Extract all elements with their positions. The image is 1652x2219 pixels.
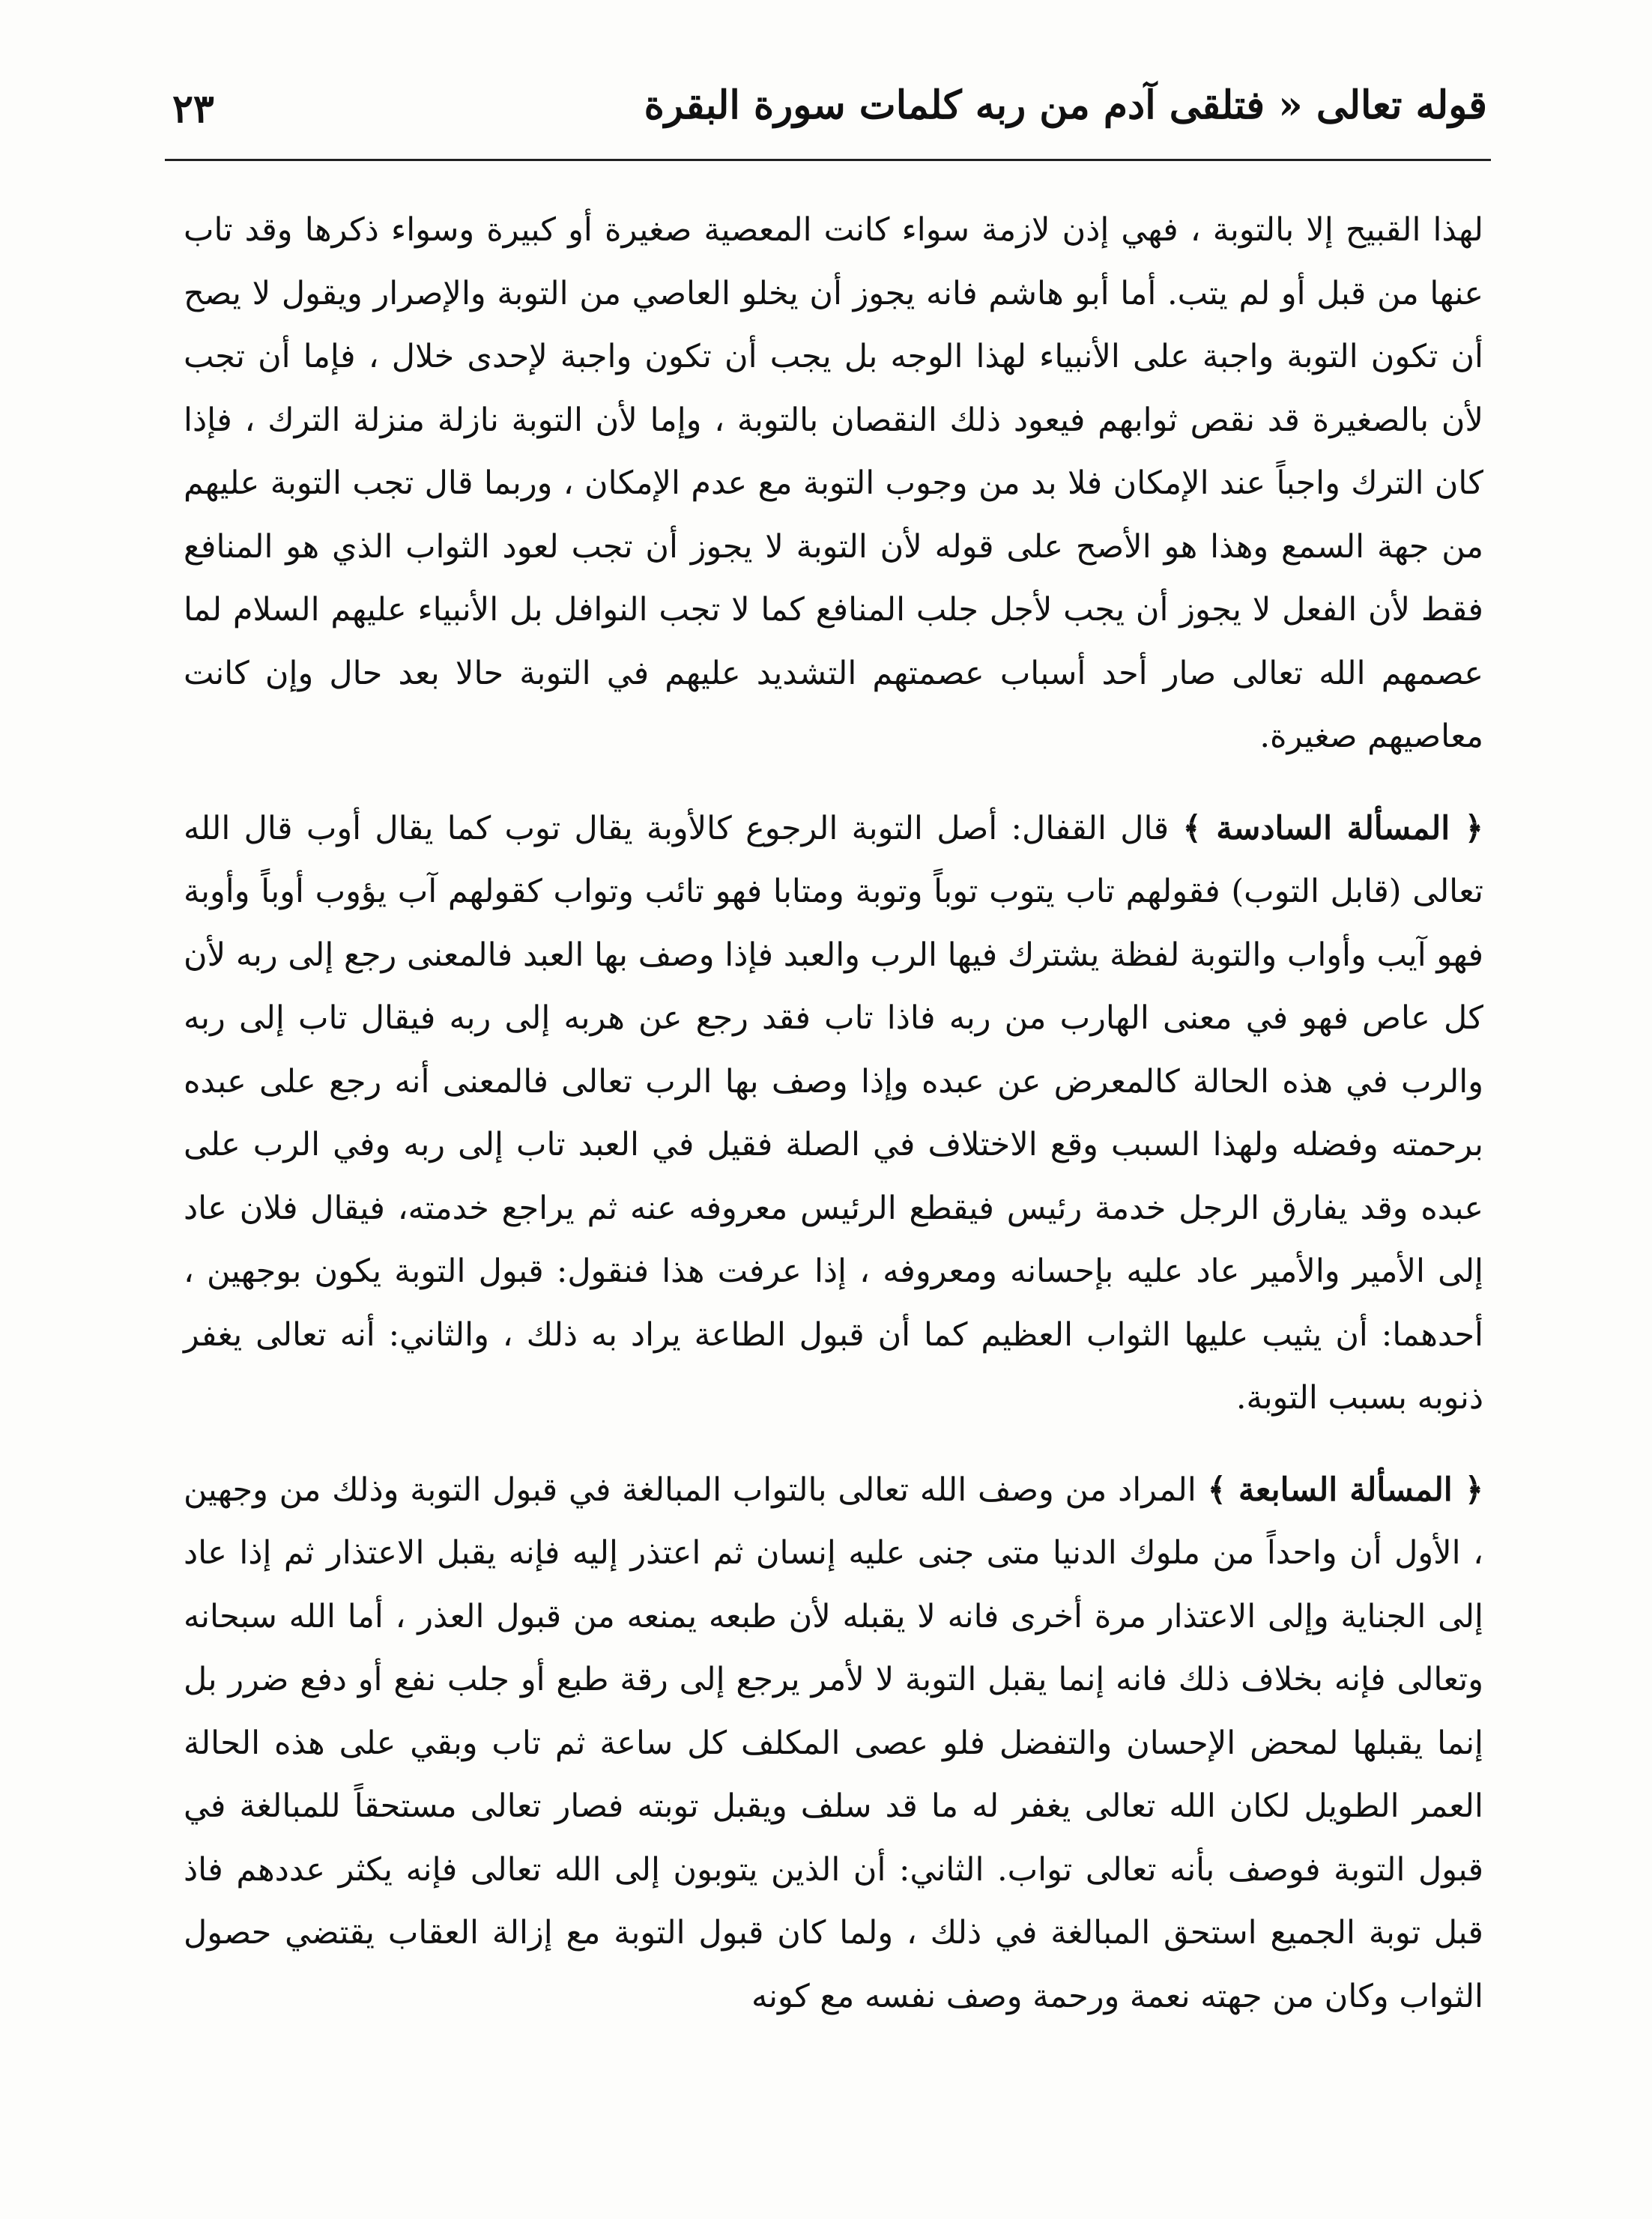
running-header-title: قوله تعالى « فتلقى آدم من ربه كلمات سورة البقرة: [644, 82, 1487, 128]
header-rule: [165, 159, 1491, 161]
running-header: [172, 71, 1487, 154]
paragraph-3: [184, 1459, 1483, 2029]
paragraph-gap: [184, 1430, 1483, 1459]
paragraph-1: [184, 199, 1483, 769]
section-heading-6: ﴿ المسألة السادسة ﴾: [1182, 809, 1483, 847]
page-number: ٢٣: [172, 86, 214, 132]
paragraph-2-text: قال القفال: أصل التوبة الرجوع كالأوبة يقال توب كما يقال أوب قال الله تعالى (قابل التوب) فقولهم تاب يتوب توباً وتوبة ومتابا فهو تائب وتواب كقولهم آب يؤوب أوباً وأوبة فهو آيب وأواب والتوبة لفظة يشترك فيها الرب والعبد فإذا وصف بها العبد فالمعنى رجع إلى ربه لأن كل عاص فهو في معنى الهارب من ربه فاذا تاب فقد رجع عن هربه إلى ربه فيقال تاب إلى ربه والرب في هذه الحالة كالمعرض عن عبده وإذا وصف بها الرب تعالى فالمعنى أنه رجع على عبده برحمته وفضله ولهذا السبب وقع الاختلاف في الصلة فقيل في العبد تاب إلى ربه وفي الرب على عبده وقد يفارق الرجل خدمة رئيس فيقطع الرئيس معروفه عنه ثم يراجع خدمته، فيقال فلان عاد إلى الأمير والأمير عاد عليه بإحسانه ومعروفه ، إذا عرفت هذا فنقول: قبول التوبة يكون بوجهين ، أحدهما: أن يثيب عليها الثواب العظيم كما أن قبول الطاعة يراد به ذلك ، والثاني: أنه تعالى يغفر ذنوبه بسبب التوبة.: [184, 809, 1484, 1417]
section-heading-7: ﴿ المسألة السابعة ﴾: [1207, 1471, 1484, 1509]
paragraph-2: [184, 797, 1483, 1430]
paragraph-3-text: المراد من وصف الله تعالى بالتواب المبالغة في قبول التوبة وذلك من وجهين ، الأول أن واحداً من ملوك الدنيا متى جنى عليه إنسان ثم اعتذر إليه فإنه يقبل الاعتذار ثم إذا عاد إلى الجناية وإلى الاعتذار مرة أخرى فانه لا يقبله لأن طبعه يمنعه من قبول العذر ، أما الله سبحانه وتعالى فإنه بخلاف ذلك فانه إنما يقبل التوبة لا لأمر يرجع إلى رقة طبع أو جلب نفع أو دفع ضرر بل إنما يقبلها لمحض الإحسان والتفضل فلو عصى المكلف كل ساعة ثم تاب وبقي على هذه الحالة العمر الطويل لكان الله تعالى يغفر له ما قد سلف ويقبل توبته فصار تعالى مستحقاً للمبالغة في قبول التوبة فوصف بأنه تعالى تواب. الثاني: أن الذين يتوبون إلى الله تعالى فإنه يكثر عددهم فاذ قبل توبة الجميع استحق المبالغة في ذلك ، ولما كان قبول التوبة مع إزالة العقاب يقتضي حصول الثواب وكان من جهته نعمة ورحمة وصف نفسه مع كونه: [184, 1471, 1484, 2015]
paragraph-gap: [184, 769, 1483, 797]
paragraph-1-text: لهذا القبيح إلا بالتوبة ، فهي إذن لازمة سواء كانت المعصية صغيرة أو كبيرة وسواء ذكرها وقد تاب عنها من قبل أو لم يتب. أما أبو هاشم فانه يجوز أن يخلو العاصي من التوبة والإصرار ويقول لا يصح أن تكون التوبة واجبة على الأنبياء لهذا الوجه بل يجب أن تكون واجبة لإحدى خلال ، فإما أن تجب لأن بالصغيرة قد نقص ثوابهم فيعود ذلك النقصان بالتوبة ، وإما لأن التوبة نازلة منزلة الترك ، فإذا كان الترك واجباً عند الإمكان فلا بد من وجوب التوبة مع عدم الإمكان ، وربما قال تجب التوبة عليهم من جهة السمع وهذا هو الأصح على قوله لأن التوبة لا يجوز أن تجب لعود الثواب الذي هو المنافع فقط لأن الفعل لا يجوز أن يجب لأجل جلب المنافع كما لا تجب النوافل بل الأنبياء عليهم السلام لما عصمهم الله تعالى صار أحد أسباب عصمتهم التشديد عليهم في التوبة حالا بعد حال وإن كانت معاصيهم صغيرة.: [184, 211, 1483, 755]
page-body: [184, 199, 1483, 2176]
